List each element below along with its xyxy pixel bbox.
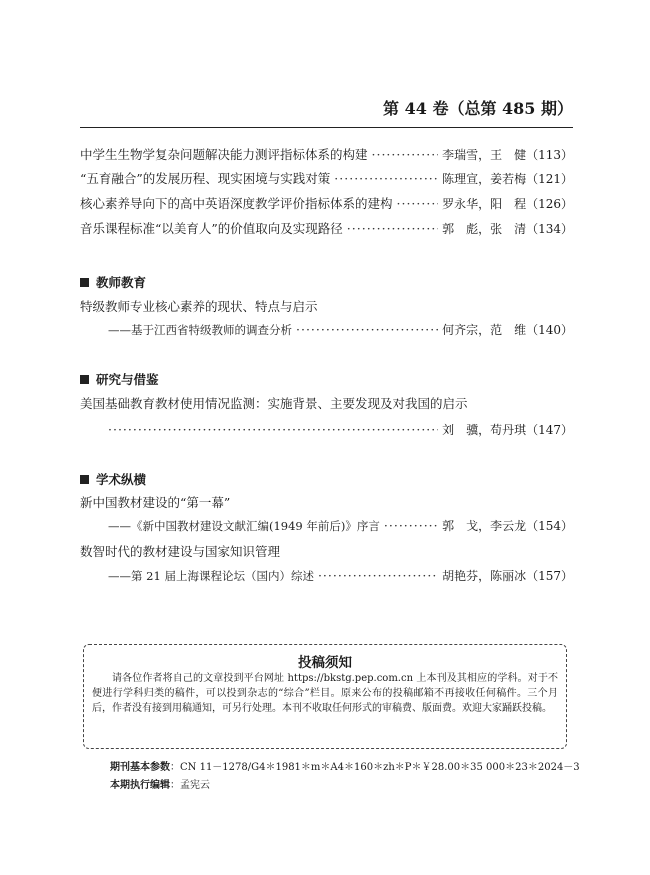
toc-entry[interactable] xyxy=(80,195,573,213)
toc-entry[interactable] xyxy=(108,567,573,585)
entry-title: 核心素养导向下的高中英语深度教学评价指标体系的建构 xyxy=(80,196,393,211)
entry-title[interactable]: 特级教师专业核心素养的现状、特点与启示 xyxy=(80,299,318,314)
leader-dots xyxy=(296,321,438,339)
leader-dots xyxy=(334,170,438,188)
notice-title: 投稿须知 xyxy=(298,655,352,671)
section-square-icon xyxy=(80,278,89,287)
entry-title[interactable]: 美国基础教育教材使用情况监测：实施背景、主要发现及对我国的启示 xyxy=(80,396,468,411)
journal-params xyxy=(110,758,580,773)
editor-value: ：孟宪云 xyxy=(170,780,210,791)
entry-subtitle: ——第 21 届上海课程论坛（国内）综述 xyxy=(108,569,314,583)
entry-title: “五育融合”的发展历程、现实困境与实践对策 xyxy=(80,171,331,186)
section-square-icon xyxy=(80,475,89,484)
toc-entry[interactable] xyxy=(108,421,573,439)
entry-authors: 李瑞雪，王 健（113） xyxy=(442,148,573,162)
section-name: 研究与借鉴 xyxy=(96,372,159,387)
toc-entry[interactable] xyxy=(108,321,573,339)
notice-body: 请各位作者将自己的文章投到平台网址 https://bkstg.pep.com.cn 上本刊及其相应的学科。对于不便进行学科归类的稿件，可以投到杂志的“综合”栏目。原来公布的投稿邮箱不再接收任何稿件。三个月后，作者没有接到用稿通知，可另行处理。本刊不收取任何形式的审稿费、版面费。欢迎大家踊跃投稿。 xyxy=(92,673,558,714)
params-label: 期刊基本参数 xyxy=(110,762,170,773)
toc-entry[interactable] xyxy=(80,146,573,164)
leader-dots xyxy=(384,517,438,535)
header-rule xyxy=(80,127,573,128)
params-value: ：CN 11－1278/G4＊1981＊m＊A4＊160＊zh＊P＊￥28.00＊35 000＊23＊2024－3 xyxy=(170,762,580,773)
leader-dots xyxy=(347,220,438,238)
entry-authors: 胡艳芬，陈丽冰（157） xyxy=(442,569,573,583)
entry-subtitle: ——《新中国教材建设文献汇编(1949 年前后)》序言 xyxy=(108,519,380,533)
leader-dots xyxy=(108,421,438,439)
executive-editor xyxy=(110,776,210,791)
entry-authors: 罗永华，阳 程（126） xyxy=(442,197,573,211)
entry-title[interactable]: 新中国教材建设的“第一幕” xyxy=(80,495,231,510)
toc-entry[interactable] xyxy=(108,517,573,535)
leader-dots xyxy=(372,146,439,164)
entry-authors: 郭 彪，张 清（134） xyxy=(442,222,573,236)
leader-dots xyxy=(397,195,439,213)
editor-label: 本期执行编辑 xyxy=(110,780,170,791)
entry-authors: 何齐宗，范 维（140） xyxy=(442,323,573,337)
submission-notice-box xyxy=(83,644,567,749)
entry-title[interactable]: 数智时代的教材建设与国家知识管理 xyxy=(80,544,281,559)
section-name: 学术纵横 xyxy=(96,472,147,487)
entry-subtitle: ——基于江西省特级教师的调查分析 xyxy=(108,323,292,337)
entry-authors: 郭 戈，李云龙（154） xyxy=(442,519,573,533)
leader-dots xyxy=(318,567,438,585)
toc-entry[interactable] xyxy=(80,170,573,188)
entry-authors: 刘 骥，苟丹琪（147） xyxy=(442,423,573,437)
section-name: 教师教育 xyxy=(96,275,147,290)
section-heading xyxy=(80,273,146,291)
entry-title: 音乐课程标准“以美育人”的价值取向及实现路径 xyxy=(80,221,343,236)
volume-header: 第 44 卷（总第 485 期） xyxy=(383,99,573,118)
entry-authors: 陈理宣，姜若梅（121） xyxy=(442,172,573,186)
section-heading xyxy=(80,370,159,388)
entry-title: 中学生生物学复杂问题解决能力测评指标体系的构建 xyxy=(80,147,368,162)
section-square-icon xyxy=(80,375,89,384)
toc-entry[interactable] xyxy=(80,220,573,238)
section-heading xyxy=(80,470,146,488)
